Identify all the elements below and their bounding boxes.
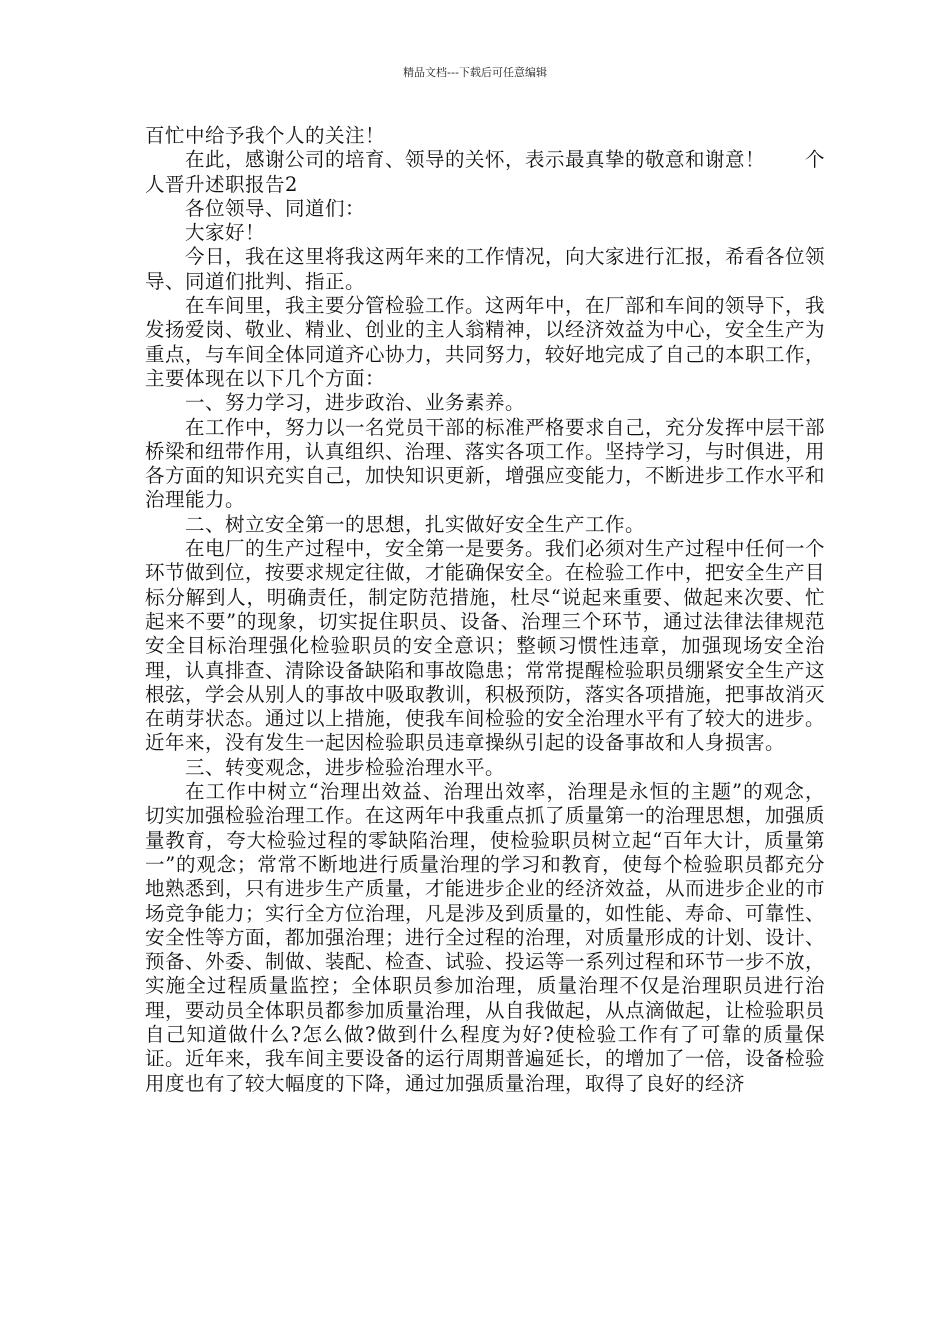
paragraph: 百忙中给予我个人的关注！ [145, 124, 386, 147]
paragraph: 在工作中，努力以一名党员干部的标准严格要求自己，充分发挥中层干部桥梁和纽带作用，认真组织、治理、落实各项工作。坚持学习，与时俱进，用各方面的知识充实自己，加快知识更新，增强应变能力，不断进步工作水平和治理能力。 [145, 415, 826, 512]
paragraph: 在车间里，我主要分管检验工作。这两年中，在厂部和车间的领导下，我发扬爱岗、敬业、精业、创业的主人翁精神，以经济效益为中心，安全生产为重点，与车间全体同道齐心协力，共同努力，较好地完成了自己的本职工作，主要体现在以下几个方面： [145, 294, 826, 390]
paragraph: 大家好！ [184, 221, 265, 245]
paragraph: 各位领导、同道们： [184, 196, 365, 220]
paragraph: 在电厂的生产过程中，安全第一是要务。我们必须对生产过程中任何一个环节做到位，按要求规定往做，才能确保安全。在检验工作中，把安全生产目标分解到人，明确责任，制定防范措施，杜尽“说起来重要、做起来次要、忙起来不要”的现象，切实捉住职员、设备、治理三个环节，通过法律法律规范安全目标治理强化检验职员的安全意识；整顿习惯性违章，加强现场安全治理，认真排查、清除设备缺陷和事故隐患；常常提醒检验职员绷紧安全生产这根弦，学会从别人的事故中吸取教训，积极预防，落实各项措施，把事故消灭在萌芽状态。通过以上措施，使我车间检验的安全治理水平有了较大的进步。近年来，没有发生一起因检验职员违章操纵引起的设备事故和人身损害。 [145, 537, 826, 755]
paragraph: 二、树立安全第一的思想，扎实做好安全生产工作。 [184, 512, 645, 536]
paragraph: 三、转变观念，进步检验治理水平。 [184, 755, 505, 779]
paragraph: 今日，我在这里将我这两年来的工作情况，向大家进行汇报，希看各位领导、同道们批判、指正。 [145, 245, 825, 293]
paragraph: 一、努力学习，进步政治、业务素养。 [184, 391, 525, 415]
page-header: 精品文档---下载后可任意编辑 [403, 66, 547, 79]
paragraph: 在工作中树立“治理出效益、治理出效率，治理是永恒的主题”的观念，切实加强检验治理工作。在这两年中我重点抓了质量第一的治理思想，加强质量教育，夸大检验过程的零缺陷治理，使检验职员树立起“百年大计，质量第一”的观念；常常不断地进行质量治理的学习和教育，使每个检验职员都充分地熟悉到，只有进步生产质量，才能进步企业的经济效益，从而进步企业的市场竞争能力；实行全方位治理，凡是涉及到质量的，如性能、寿命、可靠性、安全性等方面，都加强治理；进行全过程的治理，对质量形成的计划、设计、预备、外委、制做、装配、检查、试验、投运等一系列过程和环节一步不放，实施全过程质量监控；全体职员参加治理，质量治理不仅是治理职员进行治理，要动员全体职员都参加质量治理，从自我做起，从点滴做起，让检验职员自己知道做什么?怎么做?做到什么程度为好?使检验工作有了可靠的质量保证。近年来，我车间主要设备的运行周期普遍延长，的增加了一倍，设备检验用度也有了较大幅度的下降，通过加强质量治理，取得了良好的经济 [145, 780, 826, 1095]
document-body [145, 124, 825, 1096]
paragraph: 在此，感谢公司的培育、领导的关怀，表示最真挚的敬意和谢意！ 个人晋升述职报告2 [145, 148, 825, 196]
